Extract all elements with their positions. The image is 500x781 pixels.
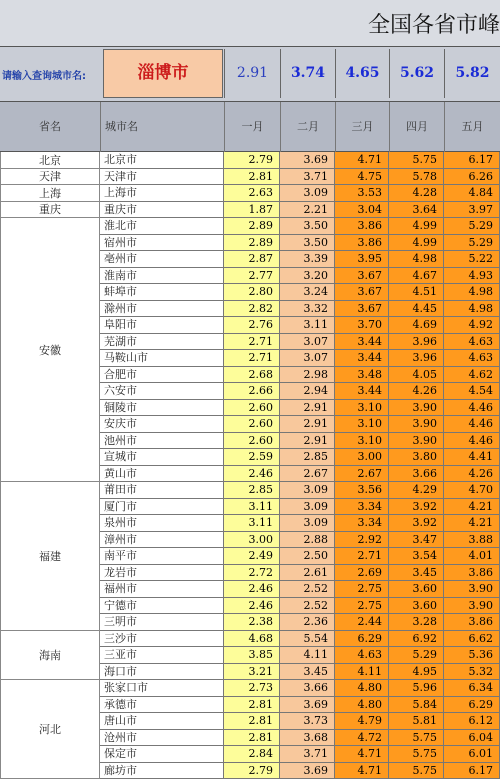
city-cell[interactable]: 重庆市 [100, 202, 224, 219]
feb-cell[interactable]: 3.71 [280, 746, 335, 763]
sheet-title: 全国各省市峰 [368, 13, 500, 38]
table-row [100, 746, 500, 763]
mar-cell[interactable]: 2.69 [335, 565, 389, 582]
query-value-m5: 5.82 [444, 49, 500, 98]
jan-cell[interactable]: 2.87 [224, 251, 280, 268]
feb-cell[interactable]: 5.54 [280, 631, 335, 648]
apr-cell[interactable]: 4.26 [389, 383, 444, 400]
may-cell[interactable]: 4.70 [444, 482, 500, 499]
feb-cell[interactable]: 3.45 [280, 664, 335, 681]
city-cell[interactable]: 阜阳市 [100, 317, 224, 334]
table-row [100, 185, 500, 202]
may-cell[interactable]: 4.98 [444, 301, 500, 318]
may-cell[interactable]: 6.12 [444, 713, 500, 730]
jan-cell[interactable]: 2.66 [224, 383, 280, 400]
mar-cell[interactable]: 4.72 [335, 730, 389, 747]
may-cell[interactable]: 4.63 [444, 350, 500, 367]
may-cell[interactable]: 3.86 [444, 614, 500, 631]
may-cell[interactable]: 4.54 [444, 383, 500, 400]
mar-cell[interactable]: 6.29 [335, 631, 389, 648]
table-row [100, 284, 500, 301]
province-cell: 上海 [0, 185, 100, 202]
feb-cell[interactable]: 2.88 [280, 532, 335, 549]
feb-cell[interactable]: 3.09 [280, 515, 335, 532]
table-row [100, 383, 500, 400]
may-cell[interactable]: 4.46 [444, 416, 500, 433]
jan-cell[interactable]: 1.87 [224, 202, 280, 219]
jan-cell[interactable]: 2.63 [224, 185, 280, 202]
city-cell[interactable]: 廊坊市 [100, 763, 224, 780]
jan-cell[interactable]: 2.46 [224, 466, 280, 483]
header-month-5: 五月 [444, 102, 500, 152]
city-cell[interactable]: 三明市 [100, 614, 224, 631]
jan-cell[interactable]: 2.73 [224, 680, 280, 697]
feb-cell[interactable]: 3.66 [280, 680, 335, 697]
table-row [100, 235, 500, 252]
table-row [100, 268, 500, 285]
apr-cell[interactable]: 4.99 [389, 218, 444, 235]
may-cell[interactable]: 6.26 [444, 169, 500, 186]
apr-cell[interactable]: 4.29 [389, 482, 444, 499]
apr-cell[interactable]: 3.45 [389, 565, 444, 582]
may-cell[interactable]: 4.92 [444, 317, 500, 334]
apr-cell[interactable]: 5.84 [389, 697, 444, 714]
city-cell[interactable]: 蚌埠市 [100, 284, 224, 301]
may-cell[interactable]: 6.01 [444, 746, 500, 763]
city-cell[interactable]: 三沙市 [100, 631, 224, 648]
mar-cell[interactable]: 3.86 [335, 218, 389, 235]
mar-cell[interactable]: 4.71 [335, 763, 389, 780]
city-cell[interactable]: 厦门市 [100, 499, 224, 516]
city-cell[interactable]: 芜湖市 [100, 334, 224, 351]
mar-cell[interactable]: 3.95 [335, 251, 389, 268]
city-cell[interactable]: 承德市 [100, 697, 224, 714]
apr-cell[interactable]: 3.28 [389, 614, 444, 631]
apr-cell[interactable]: 4.98 [389, 251, 444, 268]
feb-cell[interactable]: 2.98 [280, 367, 335, 384]
feb-cell[interactable]: 3.71 [280, 169, 335, 186]
jan-cell[interactable]: 2.81 [224, 713, 280, 730]
table-row [100, 697, 500, 714]
table-row [100, 581, 500, 598]
feb-cell[interactable]: 3.09 [280, 482, 335, 499]
jan-cell[interactable]: 2.81 [224, 697, 280, 714]
feb-cell[interactable]: 3.50 [280, 235, 335, 252]
apr-cell[interactable]: 3.90 [389, 433, 444, 450]
city-cell[interactable]: 合肥市 [100, 367, 224, 384]
city-cell[interactable]: 海口市 [100, 664, 224, 681]
jan-cell[interactable]: 2.81 [224, 169, 280, 186]
feb-cell[interactable]: 3.09 [280, 185, 335, 202]
jan-cell[interactable]: 2.60 [224, 416, 280, 433]
may-cell[interactable]: 3.90 [444, 598, 500, 615]
table-row [100, 763, 500, 780]
may-cell[interactable]: 6.29 [444, 697, 500, 714]
jan-cell[interactable]: 3.85 [224, 647, 280, 664]
mar-cell[interactable]: 3.56 [335, 482, 389, 499]
jan-cell[interactable]: 2.79 [224, 152, 280, 169]
city-cell[interactable]: 北京市 [100, 152, 224, 169]
jan-cell[interactable]: 2.49 [224, 548, 280, 565]
may-cell[interactable]: 5.29 [444, 218, 500, 235]
table-row [100, 680, 500, 697]
mar-cell[interactable]: 3.10 [335, 433, 389, 450]
feb-cell[interactable]: 2.52 [280, 581, 335, 598]
may-cell[interactable]: 4.41 [444, 449, 500, 466]
query-label: 请输入查询城市名: [2, 71, 86, 82]
mar-cell[interactable]: 4.80 [335, 697, 389, 714]
mar-cell[interactable]: 2.71 [335, 548, 389, 565]
jan-cell[interactable]: 2.85 [224, 482, 280, 499]
jan-cell[interactable]: 3.11 [224, 499, 280, 516]
feb-cell[interactable]: 3.09 [280, 499, 335, 516]
province-cell: 重庆 [0, 202, 100, 219]
apr-cell[interactable]: 3.66 [389, 466, 444, 483]
table-row [100, 350, 500, 367]
city-query-input[interactable]: 淄博市 [103, 49, 223, 98]
mar-cell[interactable]: 3.86 [335, 235, 389, 252]
apr-cell[interactable]: 5.75 [389, 152, 444, 169]
mar-cell[interactable]: 2.67 [335, 466, 389, 483]
jan-cell[interactable]: 2.38 [224, 614, 280, 631]
feb-cell[interactable]: 2.91 [280, 433, 335, 450]
province-cell: 福建 [0, 482, 100, 631]
province-cell: 河北 [0, 680, 100, 779]
table-row [100, 548, 500, 565]
city-cell[interactable]: 亳州市 [100, 251, 224, 268]
city-cell[interactable]: 池州市 [100, 433, 224, 450]
city-cell[interactable]: 淮南市 [100, 268, 224, 285]
feb-cell[interactable]: 2.61 [280, 565, 335, 582]
mar-cell[interactable]: 3.48 [335, 367, 389, 384]
mar-cell[interactable]: 4.71 [335, 746, 389, 763]
mar-cell[interactable]: 3.67 [335, 284, 389, 301]
feb-cell[interactable]: 3.69 [280, 697, 335, 714]
apr-cell[interactable]: 3.64 [389, 202, 444, 219]
title-bar [0, 0, 500, 47]
table-row [100, 631, 500, 648]
feb-cell[interactable]: 4.11 [280, 647, 335, 664]
city-cell[interactable]: 黄山市 [100, 466, 224, 483]
apr-cell[interactable]: 4.67 [389, 268, 444, 285]
feb-cell[interactable]: 2.91 [280, 416, 335, 433]
feb-cell[interactable]: 3.07 [280, 334, 335, 351]
table-row [100, 614, 500, 631]
jan-cell[interactable]: 2.80 [224, 284, 280, 301]
feb-cell[interactable]: 2.52 [280, 598, 335, 615]
feb-cell[interactable]: 2.67 [280, 466, 335, 483]
mar-cell[interactable]: 4.75 [335, 169, 389, 186]
apr-cell[interactable]: 5.75 [389, 730, 444, 747]
mar-cell[interactable]: 2.75 [335, 581, 389, 598]
city-cell[interactable]: 宣城市 [100, 449, 224, 466]
apr-cell[interactable]: 5.29 [389, 647, 444, 664]
table-row [100, 532, 500, 549]
province-cell: 天津 [0, 169, 100, 186]
header-city: 城市名 [100, 102, 224, 152]
province-cell: 北京 [0, 152, 100, 169]
jan-cell[interactable]: 2.71 [224, 334, 280, 351]
may-cell[interactable]: 4.46 [444, 433, 500, 450]
feb-cell[interactable]: 3.20 [280, 268, 335, 285]
may-cell[interactable]: 4.21 [444, 515, 500, 532]
may-cell[interactable]: 6.62 [444, 631, 500, 648]
table-row [100, 647, 500, 664]
mar-cell[interactable]: 2.44 [335, 614, 389, 631]
jan-cell[interactable]: 2.59 [224, 449, 280, 466]
table-row [100, 317, 500, 334]
feb-cell[interactable]: 2.94 [280, 383, 335, 400]
header-month-4: 四月 [389, 102, 444, 152]
query-value-m2: 3.74 [280, 49, 335, 98]
apr-cell[interactable]: 4.95 [389, 664, 444, 681]
mar-cell[interactable]: 3.53 [335, 185, 389, 202]
table-row [100, 730, 500, 747]
query-value-m4: 5.62 [389, 49, 444, 98]
city-cell[interactable]: 三亚市 [100, 647, 224, 664]
apr-cell[interactable]: 6.92 [389, 631, 444, 648]
table-row [100, 334, 500, 351]
table-row [100, 466, 500, 483]
jan-cell[interactable]: 2.72 [224, 565, 280, 582]
city-cell[interactable]: 保定市 [100, 746, 224, 763]
jan-cell[interactable]: 2.60 [224, 400, 280, 417]
query-row [0, 47, 500, 102]
may-cell[interactable]: 4.98 [444, 284, 500, 301]
table-row [100, 482, 500, 499]
table-row [100, 598, 500, 615]
city-cell[interactable]: 福州市 [100, 581, 224, 598]
may-cell[interactable]: 6.34 [444, 680, 500, 697]
apr-cell[interactable]: 3.80 [389, 449, 444, 466]
may-cell[interactable]: 4.01 [444, 548, 500, 565]
apr-cell[interactable]: 5.96 [389, 680, 444, 697]
city-cell[interactable]: 马鞍山市 [100, 350, 224, 367]
may-cell[interactable]: 4.63 [444, 334, 500, 351]
mar-cell[interactable]: 3.44 [335, 350, 389, 367]
apr-cell[interactable]: 3.60 [389, 598, 444, 615]
feb-cell[interactable]: 3.69 [280, 763, 335, 780]
jan-cell[interactable]: 3.00 [224, 532, 280, 549]
feb-cell[interactable]: 3.50 [280, 218, 335, 235]
may-cell[interactable]: 3.90 [444, 581, 500, 598]
city-cell[interactable]: 莆田市 [100, 482, 224, 499]
jan-cell[interactable]: 2.89 [224, 218, 280, 235]
header-month-3: 三月 [335, 102, 389, 152]
mar-cell[interactable]: 3.67 [335, 301, 389, 318]
apr-cell[interactable]: 3.90 [389, 416, 444, 433]
may-cell[interactable]: 3.88 [444, 532, 500, 549]
jan-cell[interactable]: 2.46 [224, 581, 280, 598]
query-value-m3: 4.65 [335, 49, 389, 98]
apr-cell[interactable]: 4.51 [389, 284, 444, 301]
mar-cell[interactable]: 3.10 [335, 400, 389, 417]
city-cell[interactable]: 滁州市 [100, 301, 224, 318]
mar-cell[interactable]: 4.11 [335, 664, 389, 681]
feb-cell[interactable]: 3.73 [280, 713, 335, 730]
apr-cell[interactable]: 5.75 [389, 763, 444, 780]
city-cell[interactable]: 宁德市 [100, 598, 224, 615]
may-cell[interactable]: 5.22 [444, 251, 500, 268]
header-month-2: 二月 [280, 102, 335, 152]
apr-cell[interactable]: 4.99 [389, 235, 444, 252]
city-cell[interactable]: 上海市 [100, 185, 224, 202]
mar-cell[interactable]: 3.34 [335, 515, 389, 532]
may-cell[interactable]: 6.17 [444, 152, 500, 169]
may-cell[interactable]: 5.32 [444, 664, 500, 681]
feb-cell[interactable]: 3.11 [280, 317, 335, 334]
city-cell[interactable]: 龙岩市 [100, 565, 224, 582]
feb-cell[interactable]: 2.50 [280, 548, 335, 565]
apr-cell[interactable]: 3.54 [389, 548, 444, 565]
may-cell[interactable]: 4.62 [444, 367, 500, 384]
table-row [100, 449, 500, 466]
province-cell: 海南 [0, 631, 100, 681]
jan-cell[interactable]: 2.84 [224, 746, 280, 763]
apr-cell[interactable]: 4.28 [389, 185, 444, 202]
apr-cell[interactable]: 4.45 [389, 301, 444, 318]
may-cell[interactable]: 5.29 [444, 235, 500, 252]
mar-cell[interactable]: 4.63 [335, 647, 389, 664]
may-cell[interactable]: 4.26 [444, 466, 500, 483]
table-row [100, 713, 500, 730]
jan-cell[interactable]: 2.79 [224, 763, 280, 780]
feb-cell[interactable]: 2.36 [280, 614, 335, 631]
city-cell[interactable]: 安庆市 [100, 416, 224, 433]
table-row [100, 664, 500, 681]
may-cell[interactable]: 4.46 [444, 400, 500, 417]
table-row [100, 515, 500, 532]
table-row [100, 499, 500, 516]
table-row [100, 301, 500, 318]
mar-cell[interactable]: 3.44 [335, 383, 389, 400]
apr-cell[interactable]: 3.96 [389, 334, 444, 351]
mar-cell[interactable]: 4.80 [335, 680, 389, 697]
mar-cell[interactable]: 3.00 [335, 449, 389, 466]
province-cell: 安徽 [0, 218, 100, 482]
mar-cell[interactable]: 2.75 [335, 598, 389, 615]
feb-cell[interactable]: 2.21 [280, 202, 335, 219]
mar-cell[interactable]: 3.67 [335, 268, 389, 285]
mar-cell[interactable]: 4.71 [335, 152, 389, 169]
apr-cell[interactable]: 3.92 [389, 499, 444, 516]
jan-cell[interactable]: 2.46 [224, 598, 280, 615]
jan-cell[interactable]: 2.60 [224, 433, 280, 450]
feb-cell[interactable]: 3.69 [280, 152, 335, 169]
apr-cell[interactable]: 3.90 [389, 400, 444, 417]
table-row [100, 367, 500, 384]
table-row [100, 251, 500, 268]
jan-cell[interactable]: 2.71 [224, 350, 280, 367]
jan-cell[interactable]: 2.89 [224, 235, 280, 252]
apr-cell[interactable]: 3.96 [389, 350, 444, 367]
jan-cell[interactable]: 2.81 [224, 730, 280, 747]
city-cell[interactable]: 张家口市 [100, 680, 224, 697]
table-row [100, 565, 500, 582]
table-row [100, 416, 500, 433]
apr-cell[interactable]: 3.92 [389, 515, 444, 532]
may-cell[interactable]: 6.17 [444, 763, 500, 780]
table-row [100, 218, 500, 235]
jan-cell[interactable]: 2.68 [224, 367, 280, 384]
jan-cell[interactable]: 3.11 [224, 515, 280, 532]
city-cell[interactable]: 天津市 [100, 169, 224, 186]
may-cell[interactable]: 3.86 [444, 565, 500, 582]
city-cell[interactable]: 沧州市 [100, 730, 224, 747]
jan-cell[interactable]: 2.82 [224, 301, 280, 318]
apr-cell[interactable]: 3.60 [389, 581, 444, 598]
feb-cell[interactable]: 3.07 [280, 350, 335, 367]
header-month-1: 一月 [224, 102, 280, 152]
may-cell[interactable]: 4.84 [444, 185, 500, 202]
query-value-m1: 2.91 [224, 49, 280, 98]
feb-cell[interactable]: 3.24 [280, 284, 335, 301]
jan-cell[interactable]: 3.21 [224, 664, 280, 681]
mar-cell[interactable]: 3.70 [335, 317, 389, 334]
mar-cell[interactable]: 2.92 [335, 532, 389, 549]
header-province: 省名 [39, 120, 61, 133]
feb-cell[interactable]: 3.39 [280, 251, 335, 268]
column-header-row [0, 102, 500, 152]
table-row [100, 400, 500, 417]
feb-cell[interactable]: 2.85 [280, 449, 335, 466]
table-row [100, 152, 500, 169]
apr-cell[interactable]: 5.78 [389, 169, 444, 186]
mar-cell[interactable]: 3.10 [335, 416, 389, 433]
table-row [100, 202, 500, 219]
apr-cell[interactable]: 5.81 [389, 713, 444, 730]
mar-cell[interactable]: 4.79 [335, 713, 389, 730]
apr-cell[interactable]: 5.75 [389, 746, 444, 763]
feb-cell[interactable]: 3.68 [280, 730, 335, 747]
may-cell[interactable]: 4.21 [444, 499, 500, 516]
feb-cell[interactable]: 2.91 [280, 400, 335, 417]
mar-cell[interactable]: 3.34 [335, 499, 389, 516]
city-cell[interactable]: 铜陵市 [100, 400, 224, 417]
may-cell[interactable]: 3.97 [444, 202, 500, 219]
jan-cell[interactable]: 2.76 [224, 317, 280, 334]
jan-cell[interactable]: 2.77 [224, 268, 280, 285]
city-cell[interactable]: 六安市 [100, 383, 224, 400]
apr-cell[interactable]: 4.05 [389, 367, 444, 384]
city-cell[interactable]: 宿州市 [100, 235, 224, 252]
may-cell[interactable]: 4.93 [444, 268, 500, 285]
city-cell[interactable]: 唐山市 [100, 713, 224, 730]
city-cell[interactable]: 南平市 [100, 548, 224, 565]
table-row [100, 169, 500, 186]
table-row [100, 433, 500, 450]
city-cell[interactable]: 淮北市 [100, 218, 224, 235]
feb-cell[interactable]: 3.32 [280, 301, 335, 318]
may-cell[interactable]: 6.04 [444, 730, 500, 747]
apr-cell[interactable]: 3.47 [389, 532, 444, 549]
mar-cell[interactable]: 3.04 [335, 202, 389, 219]
city-cell[interactable]: 泉州市 [100, 515, 224, 532]
city-cell[interactable]: 漳州市 [100, 532, 224, 549]
may-cell[interactable]: 5.36 [444, 647, 500, 664]
mar-cell[interactable]: 3.44 [335, 334, 389, 351]
jan-cell[interactable]: 4.68 [224, 631, 280, 648]
apr-cell[interactable]: 4.69 [389, 317, 444, 334]
